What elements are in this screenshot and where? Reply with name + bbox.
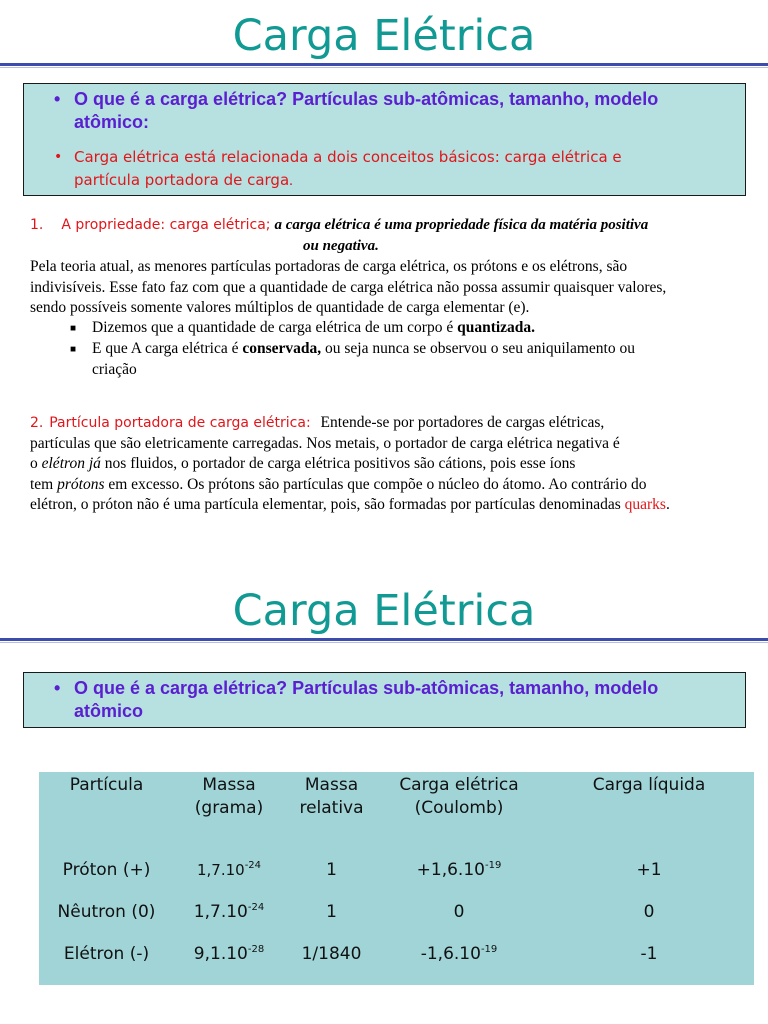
paragraph-line: indivisíveis. Esse fato faz com que a quantidade de carga elétrica não possa assumir quaisquer valores, (30, 278, 667, 296)
header-massa-grama: Massa (grama) (194, 775, 264, 818)
row-neutron-net: 0 (643, 902, 655, 922)
slide1-title: Carga Elétrica (232, 11, 536, 61)
row-electron-net: -1 (640, 944, 658, 964)
square-bullet-1 (70, 318, 750, 340)
row-neutron-mass: $1,7.10^{-24}$ (193, 902, 265, 922)
summary-bullet-1-text: O que é a carga elétrica? Partículas sub-atômicas, tamanho, modelo atômico: (74, 89, 659, 132)
slide2-title-rule (0, 638, 768, 641)
bullet-dot: • (54, 89, 61, 109)
section2-number: 2. (30, 415, 44, 431)
section2-heading: Partícula portadora de carga elétrica: (49, 415, 311, 431)
header-massa-relativa: Massa relativa (299, 775, 364, 818)
header-carga-liquida: Carga líquida (592, 775, 706, 795)
section2-line4: tem prótons em excesso. Os prótons são partículas que compõe o núcleo do átomo. Ao contrário do (30, 475, 647, 493)
eletron-italic: elétron (41, 455, 85, 472)
row-neutron-relative: 1 (326, 902, 337, 922)
row-electron-mass: $9,1.10^{-28}$ (193, 944, 265, 964)
row-neutron-particle: Nêutron (0) (57, 902, 156, 922)
paragraph-line: Pela teoria atual, as menores partículas portadoras de carga elétrica, os prótons e os elétrons, são (30, 258, 628, 275)
bullet-dot: • (54, 678, 61, 698)
section2-line1 (30, 413, 765, 434)
row-proton-particle: Próton (+) (62, 860, 151, 880)
section2-line2: partículas que são eletricamente carregadas. Nos metais, o portador de carga elétrica negativa é (30, 434, 620, 452)
header-particula: Partícula (69, 775, 144, 795)
slide1-title-rule (0, 63, 768, 66)
slide2-bullet-1 (54, 677, 714, 723)
square-bullet-1-text: Dizemos que a quantidade de carga elétrica de um corpo é quantizada. (92, 319, 536, 336)
summary-bullet-2-line2: partícula portadora de carga (74, 171, 290, 189)
summary-bullet-2 (54, 146, 734, 193)
section1-definition-line1: a carga elétrica é uma propriedade física da matéria positiva (274, 217, 649, 233)
header-carga-eletrica: Carga elétrica (Coulomb) (399, 775, 519, 818)
protons-italic: prótons (57, 475, 105, 493)
slide1-summary-box (23, 83, 746, 196)
quarks-word: quarks (624, 496, 666, 513)
section2-first-text: Entende-se por portadores de cargas elétricas, (320, 414, 605, 431)
square-bullet-2 (70, 339, 750, 380)
row-neutron-charge: 0 (453, 902, 465, 922)
summary-bullet-2-text (74, 146, 622, 193)
section1-number: 1. (30, 217, 44, 233)
row-electron-charge: $-1,6.10^{-19}$ (420, 944, 498, 964)
quantizada-bold: quantizada. (457, 319, 536, 336)
section1-heading-line (30, 215, 750, 235)
square-bullet-2-text: E que A carga elétrica é conservada, ou seja nunca se observou o seu aniquilamento ou criação (92, 340, 635, 378)
section1-semicolon: ; (265, 217, 271, 233)
row-proton-relative: 1 (326, 860, 337, 880)
slide2-summary-box (23, 672, 746, 728)
section1-paragraph (30, 257, 765, 319)
row-proton-mass: $1,7.10^{-24}$ (196, 860, 262, 879)
conservada-bold: conservada, (242, 340, 322, 357)
section2-paragraph (30, 413, 765, 516)
row-electron-relative: 1/1840 (301, 944, 362, 964)
particle-table (39, 772, 754, 985)
summary-bullet-2-line1: Carga elétrica está relacionada a dois conceitos básicos: carga elétrica e (74, 148, 622, 166)
bullet-dot: • (54, 149, 63, 165)
slide2-title: Carga Elétrica (232, 586, 536, 636)
slide2-title-rule-shadow (0, 642, 768, 643)
row-proton-net: +1 (636, 860, 662, 880)
summary-bullet-2-tail: . (289, 173, 293, 189)
row-proton-charge: $+1,6.10^{-19}$ (416, 860, 502, 880)
row-electron-particle: Elétron (-) (63, 944, 150, 964)
slide2-bullet-1-text: O que é a carga elétrica? Partículas sub-atômicas, tamanho, modelo atômico (74, 678, 659, 721)
slide1-title-rule-shadow (0, 67, 768, 68)
paragraph-line: sendo possíveis somente valores múltiplos de quantidade de carga elementar (e). (30, 299, 530, 316)
section2-line5: elétron, o próton não é uma partícula elementar, pois, são formadas por partículas denominadas quarks. (30, 496, 670, 513)
square-bullet-icon: ■ (70, 323, 77, 334)
section1-definition-line2: ou negativa. (303, 238, 379, 254)
section1-heading: A propriedade: carga elétrica (61, 217, 266, 233)
summary-bullet-1 (54, 88, 714, 134)
section2-line3: o elétron já nos fluidos, o portador de carga elétrica positivos são cátions, pois esse íons (30, 455, 576, 472)
square-bullet-icon: ■ (70, 344, 77, 355)
